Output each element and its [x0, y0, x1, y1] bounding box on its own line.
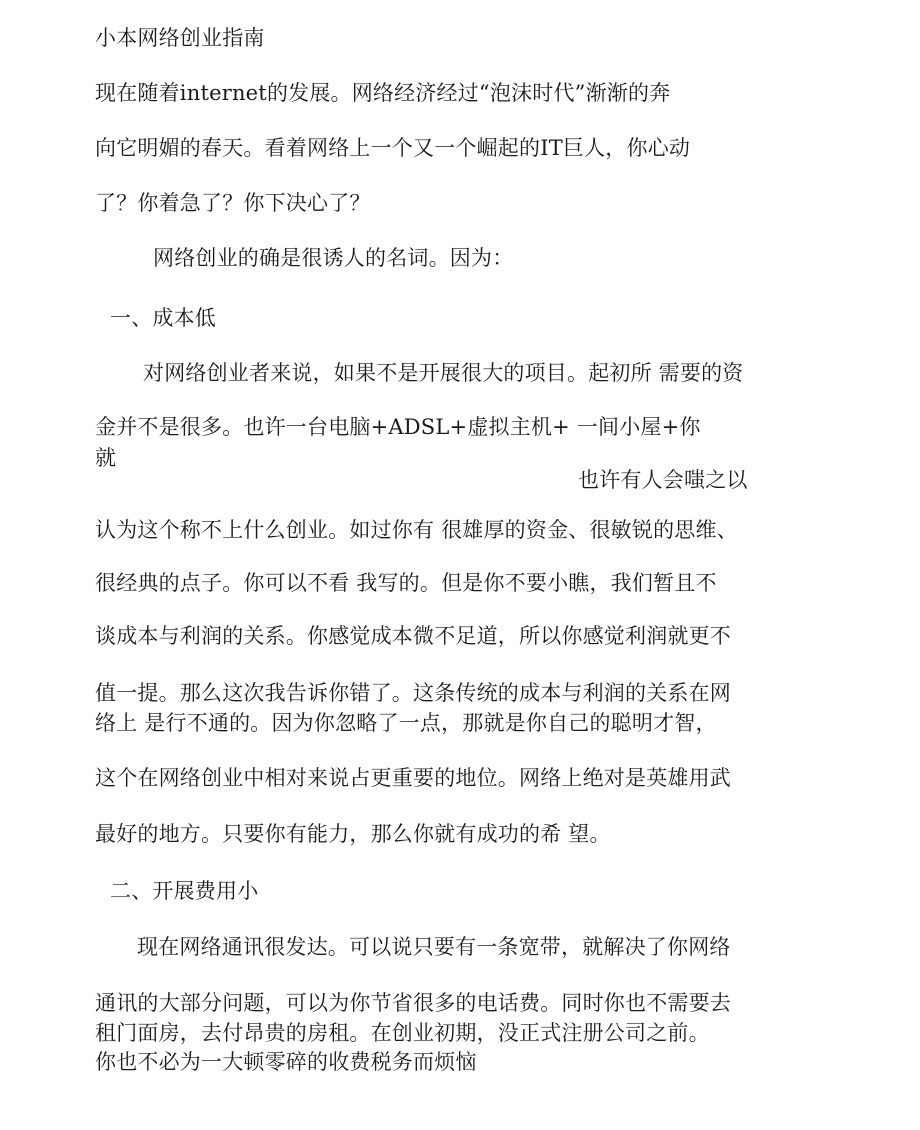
paragraph-line: 现在网络通讯很发达。可以说只要有一条宽带，就解决了你网络 — [137, 935, 731, 959]
paragraph-line: 网络创业的确是很诱人的名词。因为： — [153, 246, 514, 270]
paragraph-line: 通讯的大部分问题，可以为你节省很多的电话费。同时你也不需要去 — [95, 991, 731, 1015]
paragraph-line: 这个在网络创业中相对来说占更重要的地位。网络上绝对是英雄用武 — [95, 766, 731, 790]
paragraph-line: 对网络创业者来说，如果不是开展很大的项目。起初所 需要的资 — [143, 361, 744, 385]
paragraph-line: 了？你着急了？你下决心了？ — [95, 191, 371, 215]
paragraph-line: 租门面房，去付昂贵的房租。在创业初期，没正式注册公司之前。 — [95, 1021, 710, 1045]
document-title: 小本网络创业指南 — [95, 26, 265, 50]
paragraph-line: 也许有人会嗤之以 — [578, 468, 748, 492]
paragraph-line: 你也不必为一大顿零碎的收费税务而烦恼 — [95, 1050, 477, 1074]
section-heading-1: 一、成本低 — [110, 306, 216, 330]
paragraph-line: 很经典的点子。你可以不看 我写的。但是你不要小瞧，我们暂且不 — [95, 571, 717, 595]
paragraph-line: 认为这个称不上什么创业。如过你有 很雄厚的资金、很敏锐的思维、 — [95, 518, 738, 542]
paragraph-line: 就 — [95, 446, 117, 470]
paragraph-line: 金并不是很多。也许一台电脑+ADSL+虚拟主机+ 一间小屋+你 — [95, 415, 701, 439]
paragraph-line: 络上 是行不通的。因为你忽略了一点，那就是你自己的聪明才智， — [95, 711, 717, 735]
section-heading-2: 二、开展费用小 — [110, 879, 259, 903]
paragraph-line: 谈成本与利润的关系。你感觉成本微不足道，所以你感觉利润就更不 — [95, 624, 731, 648]
paragraph-line: 值一提。那么这次我告诉你错了。这条传统的成本与利润的关系在网 — [95, 681, 731, 705]
paragraph-line: 最好的地方。只要你有能力，那么你就有成功的希 望。 — [95, 822, 611, 846]
paragraph-line: 向它明媚的春天。看着网络上一个又一个崛起的IT巨人，你心动 — [95, 136, 691, 160]
paragraph-line: 现在随着internet的发展。网络经济经过“泡沫时代”渐渐的奔 — [95, 81, 671, 105]
